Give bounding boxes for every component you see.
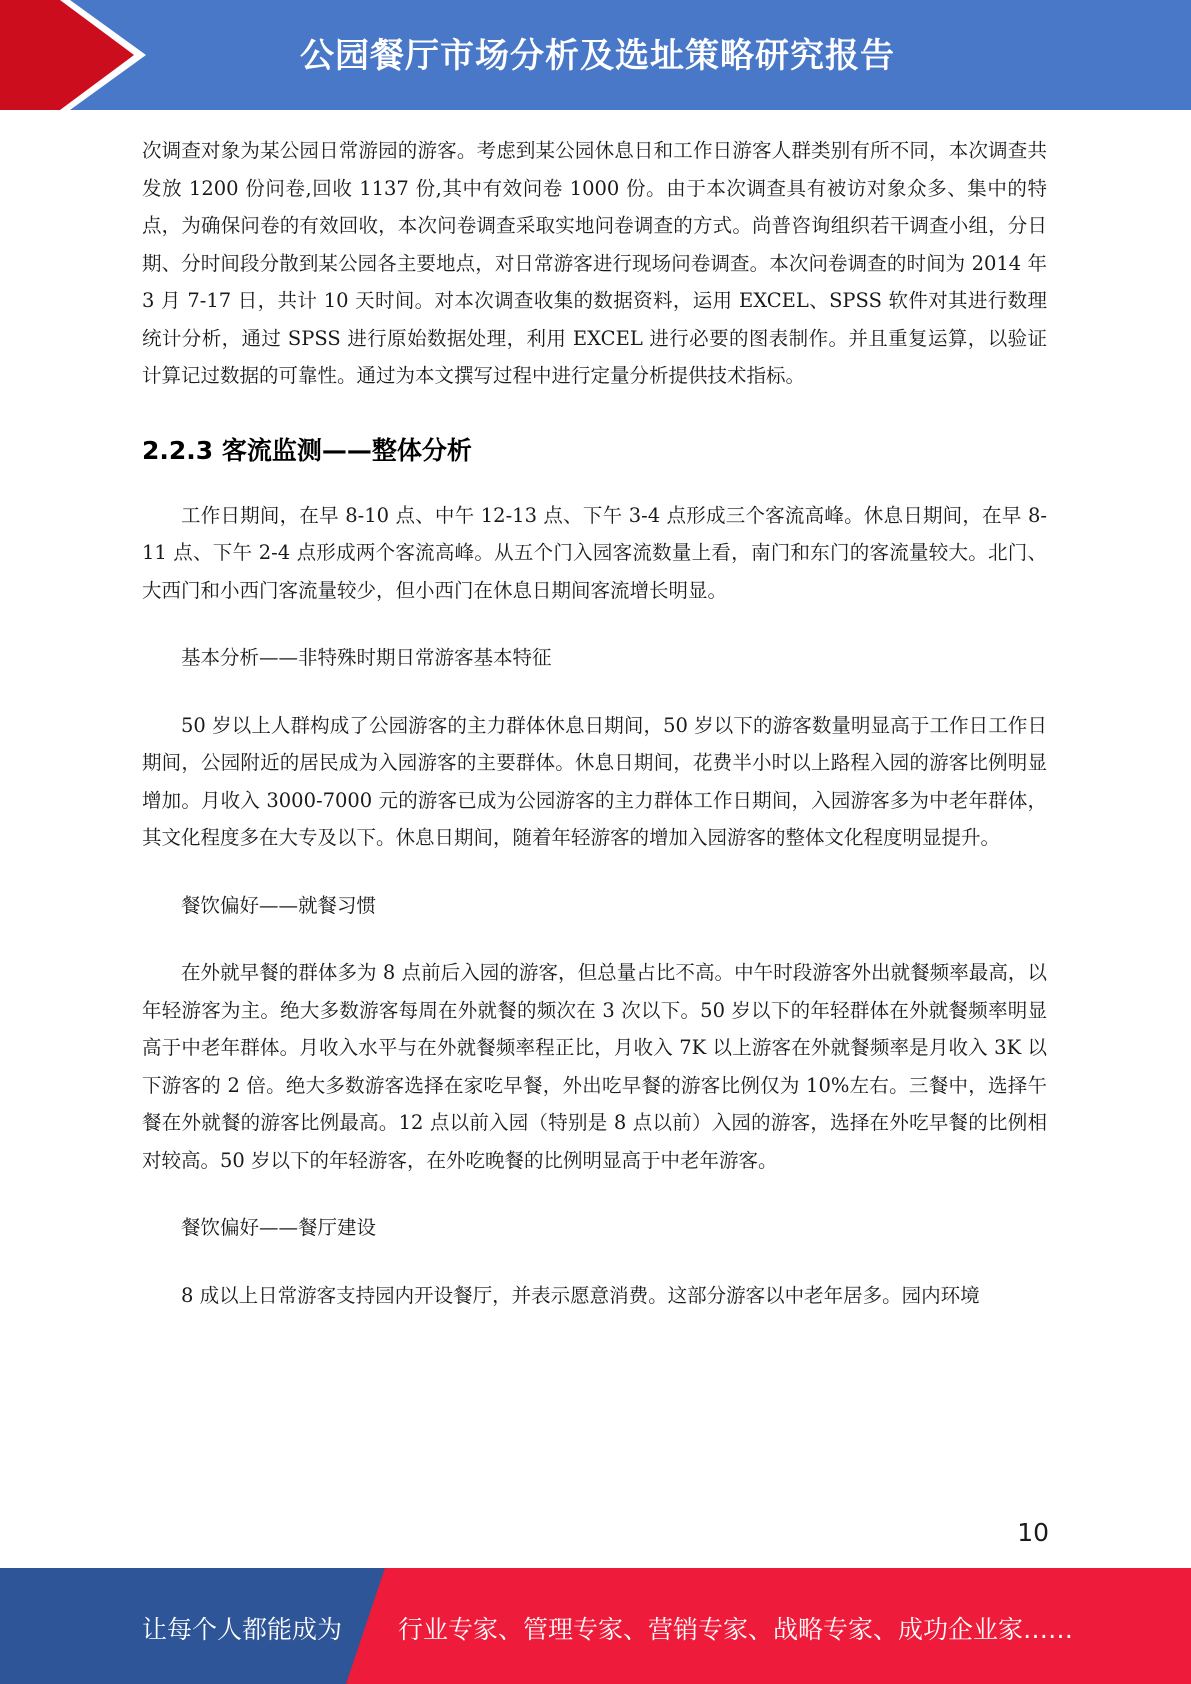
- paragraph-survey-method: 次调查对象为某公园日常游园的游客。考虑到某公园休息日和工作日游客人群类别有所不同，本次调查共发放 1200 份问卷,回收 1137 份,其中有效问卷 1000 份。由于本次调查具有被访对象众多、集中的特点，为确保问卷的有效回收，本次问卷调查采取实地问卷调查的方式。尚普咨询组织若干调查小组，分日期、分时间段分散到某公园各主要地点，对日常游客进行现场问卷调查。本次问卷调查的时间为 2014 年 3 月 7-17 日，共计 10 天时间。对本次调查收集的数据资料，运用 EXCEL、SPSS 软件对其进行数理统计分析，通过 SPSS 进行原始数据处理，利用 EXCEL 进行必要的图表制作。并且重复运算，以验证计算记过数据的可靠性。通过为本文撰写过程中进行定量分析提供技术指标。: [142, 139, 1047, 387]
- paragraph-dining-habits: 在外就早餐的群体多为 8 点前后入园的游客，但总量占比不高。中午时段游客外出就餐频率最高，以年轻游客为主。绝大多数游客每周在外就餐的频次在 3 次以下。50 岁以下的年轻群体在外就餐频率明显高于中老年群体。月收入水平与在外就餐频率程正比，月收入 7K 以上游客在外就餐频率是月收入 3K 以下游客的 2 倍。绝大多数游客选择在家吃早餐，外出吃早餐的游客比例仅为 10%左右。三餐中，选择午餐在外就餐的游客比例最高。12 点以前入园（特别是 8 点以前）入园的游客，选择在外吃早餐的比例相对较高。50 岁以下的年轻游客，在外吃晚餐的比例明显高于中老年游客。: [142, 961, 1047, 1172]
- page-number: 10: [1017, 1518, 1049, 1547]
- footer-slogan-left: 让每个人都能成为: [142, 1615, 343, 1644]
- subhead-restaurant-construction: 餐饮偏好——餐厅建设: [181, 1216, 377, 1239]
- subhead-dining-habits: 餐饮偏好——就餐习惯: [181, 893, 377, 917]
- header-title: 公园餐厅市场分析及选址策略研究报告: [300, 36, 895, 76]
- paragraph-visitor-features: 50 岁以上人群构成了公园游客的主力群体休息日期间，50 岁以下的游客数量明显高于工作日工作日期间，公园附近的居民成为入园游客的主要群体。休息日期间，花费半小时以上路程入园的游客比例明显增加。月收入 3000-7000 元的游客已成为公园游客的主力群体工作日期间，入园游客多为中老年群体，其文化程度多在大专及以下。休息日期间，随着年轻游客的增加入园游客的整体文化程度明显提升。: [142, 713, 1047, 849]
- document-body: [142, 132, 1047, 1314]
- page-footer: [0, 1568, 1191, 1684]
- section-heading: 2.2.3 客流监测——整体分析: [142, 435, 472, 465]
- subhead-basic-analysis: 基本分析——非特殊时期日常游客基本特征: [181, 646, 552, 669]
- paragraph-visitor-flow: 工作日期间，在早 8-10 点、中午 12-13 点、下午 3-4 点形成三个客流高峰。休息日期间，在早 8-11 点、下午 2-4 点形成两个客流高峰。从五个门入园客流数量上看，南门和东门的客流量较大。北门、大西门和小西门客流量较少，但小西门在休息日期间客流增长明显。: [142, 503, 1047, 602]
- header-arrow-icon: [0, 0, 160, 110]
- footer-slogan-right: 行业专家、管理专家、营销专家、战略专家、成功企业家……: [398, 1615, 1074, 1644]
- paragraph-restaurant-construction: 8 成以上日常游客支持园内开设餐厅，并表示愿意消费。这部分游客以中老年居多。园内环境: [181, 1283, 980, 1307]
- page-header: [0, 0, 1191, 110]
